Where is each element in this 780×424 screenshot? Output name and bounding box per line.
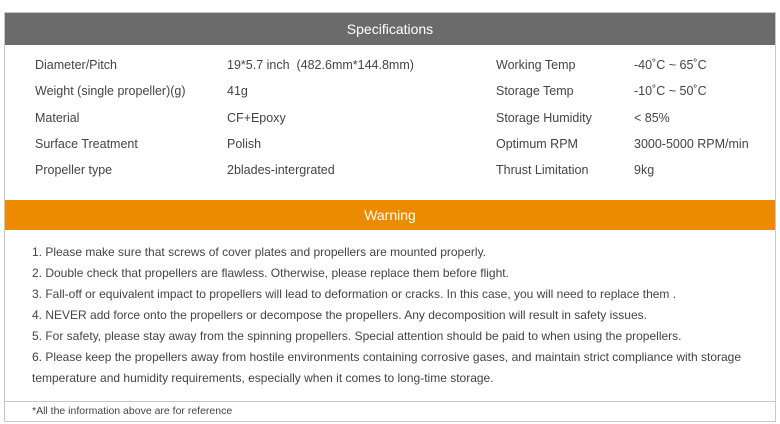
spec-value: 19*5.7 inch (482.6mm*144.8mm) [227,58,414,72]
specifications-table [5,45,775,200]
spec-value: < 85% [634,111,670,125]
spec-value: -10˚C ~ 50˚C [634,84,707,98]
warning-title: Warning [364,207,416,223]
specifications-header [5,13,775,45]
spec-value: 3000-5000 RPM/min [634,137,749,151]
spec-value: Polish [227,137,262,151]
warning-item: 1. Please make sure that screws of cover plates and propellers are mounted properly. [32,245,487,259]
spec-value: 2blades-intergrated [227,163,335,177]
spec-value: CF+Epoxy [227,111,286,125]
footnote: *All the information above are for reference [5,401,775,422]
warning-item: 3. Fall-off or equivalent impact to propellers will lead to deformation or cracks. In this case, you will need to replace them . [32,287,677,301]
spec-row [5,131,775,157]
warning-list [5,230,775,389]
spec-label: Weight (single propeller)(g) [35,84,186,98]
specifications-title: Specifications [346,21,434,37]
spec-row [5,157,775,183]
warning-list-container [5,230,775,395]
spec-label: Thrust Limitation [496,163,589,177]
warning-item: 2. Double check that propellers are flawless. Otherwise, please replace them before flight. [32,266,509,280]
spec-label: Optimum RPM [496,137,578,151]
specifications-sheet [4,12,776,422]
spec-label: Storage Humidity [496,111,592,125]
spec-value: -40˚C ~ 65˚C [634,58,707,72]
spec-row [5,52,775,78]
warning-item: 4. NEVER add force onto the propellers or decompose the propellers. Any decomposition will result in safety issues. [32,308,647,322]
spec-row [5,105,775,131]
warning-item: 5. For safety, please stay away from the spinning propellers. Special attention should be paid to when using the propellers. [32,329,682,343]
warning-header [5,200,775,230]
warning-item: 6. Please keep the propellers away from hostile environments containing corrosive gases, and maintain strict compliance with storage temperature and humidity requirements, especially when it comes to long-time storage. [32,350,742,385]
spec-label: Material [35,111,80,125]
spec-label: Diameter/Pitch [35,58,117,72]
spec-value: 41g [227,84,248,98]
spec-label: Propeller type [35,163,113,177]
spec-value: 9kg [634,163,655,177]
spec-label: Surface Treatment [35,137,138,151]
spec-label: Working Temp [496,58,576,72]
spec-row [5,78,775,104]
spec-label: Storage Temp [496,84,574,98]
